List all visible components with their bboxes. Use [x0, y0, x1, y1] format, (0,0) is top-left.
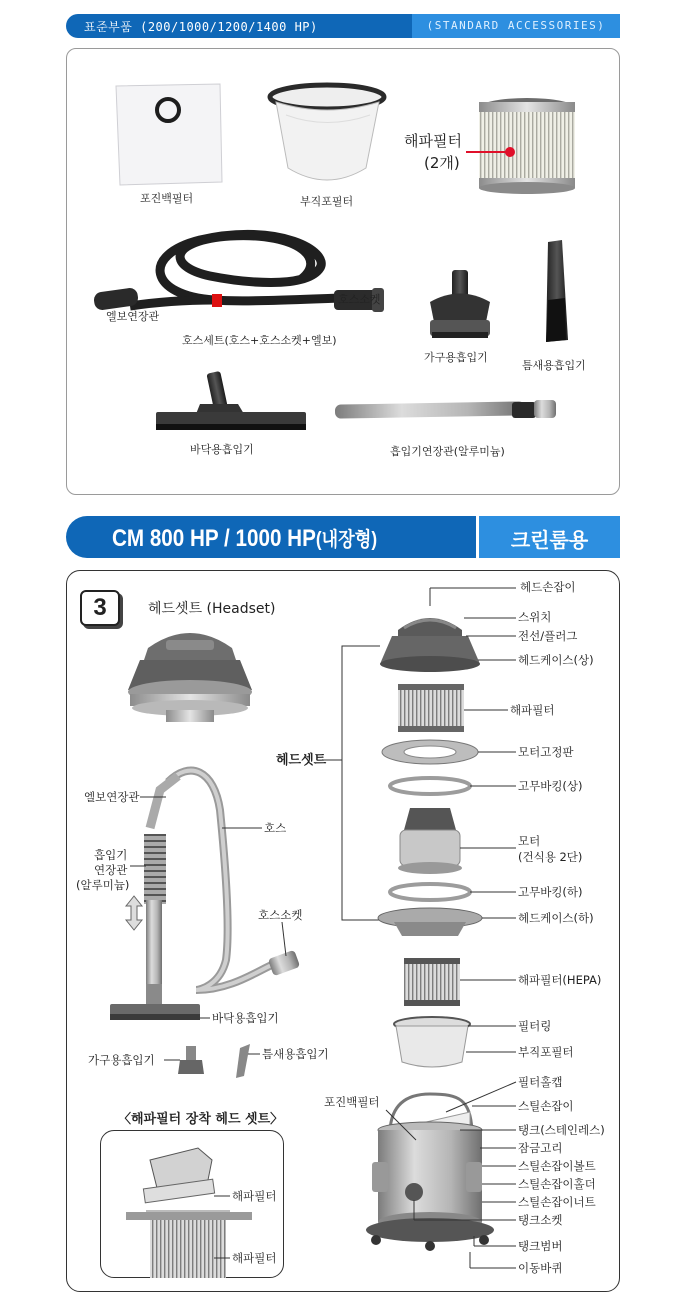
motor-image — [398, 808, 462, 874]
label-switch: 스위치 — [518, 610, 552, 624]
label-head-case-bottom: 헤드케이스(하) — [518, 911, 594, 925]
label-furniture-nozzle: 가구용흡입기 — [424, 351, 488, 364]
label-handle-bolt: 스틸손잡이볼트 — [518, 1159, 596, 1173]
hepa-filter-small-image — [398, 684, 464, 732]
headset-title: 헤드셋트 (Headset) — [148, 601, 276, 617]
motor-fix-plate-image — [382, 740, 478, 764]
label-hepa-filter-hepa: 해파필터(HEPA) — [518, 973, 602, 987]
furniture-nozzle-diagram-image — [178, 1046, 204, 1074]
label-hepa-filter-diagram: 해파필터 — [510, 703, 555, 717]
cleanroom-tag: 크린룸용 — [476, 516, 620, 558]
label-handle-holder: 스틸손잡이홀더 — [518, 1177, 596, 1191]
label-caster: 이동바퀴 — [518, 1261, 563, 1275]
label-extension-tube: 흡입기연장관(알루미늄) — [390, 445, 505, 458]
label-filter-hole-cap: 필터홀캡 — [518, 1075, 563, 1089]
label-hose: 호스 — [264, 821, 287, 835]
label-motor: 모터 — [518, 834, 541, 848]
up-down-arrow-icon — [126, 896, 142, 930]
label-furniture-nozzle-diagram: 가구용흡입기 — [88, 1053, 155, 1067]
label-rubber-packing-bottom: 고무바킹(하) — [518, 885, 583, 899]
rubber-packing-bottom-image — [390, 884, 470, 900]
model-title-sub: (내장형) — [315, 529, 378, 551]
label-filter-ring: 필터링 — [518, 1019, 552, 1033]
floor-nozzle-diagram-image — [110, 984, 200, 1020]
label-hose-socket: 호스소켓 — [338, 293, 381, 306]
label-crevice-nozzle: 틈새용흡입기 — [522, 359, 586, 372]
tank-image — [366, 1094, 494, 1251]
label-inset-hepa-bottom: 해파필터 — [232, 1251, 277, 1265]
label-steel-handle: 스틸손잡이 — [518, 1099, 574, 1113]
banner-title-right: (STANDARD ACCESSORIES) — [412, 14, 620, 38]
label-headset-group: 헤드셋트 — [276, 753, 327, 768]
label-head-case-top: 헤드케이스(상) — [518, 653, 594, 667]
headset-group-bracket — [324, 646, 380, 920]
label-floor-nozzle: 바닥용흡입기 — [190, 443, 254, 456]
label-pojin-filter-diagram: 포진백필터 — [324, 1095, 380, 1109]
label-crevice-nozzle-diagram: 틈새용흡입기 — [262, 1047, 329, 1061]
inset-title: 〈해파필터 장착 헤드 셋트〉 — [118, 1112, 284, 1127]
head-case-bottom-image — [378, 908, 482, 936]
label-motor-fix-plate: 모터고정판 — [518, 745, 574, 759]
label-floor-nozzle-diagram: 바닥용흡입기 — [212, 1011, 279, 1025]
label-hose-socket-diagram: 호스소켓 — [258, 908, 303, 922]
label-hepa-filter: 해파필터 — [404, 132, 462, 150]
hepa-filter-large-image — [404, 958, 460, 1006]
section-number-badge: 3 — [80, 590, 120, 626]
label-pojin-filter: 포진백필터 — [140, 192, 194, 205]
label-motor-type: (건식용 2단) — [518, 850, 583, 864]
label-head-handle: 헤드손잡이 — [520, 580, 576, 594]
crevice-nozzle-diagram-image — [236, 1044, 250, 1078]
nonwoven-filter-diagram-image — [394, 1017, 470, 1067]
label-elbow-extension: 엘보연장관 — [84, 790, 140, 804]
label-lock-clip: 잠금고리 — [518, 1141, 563, 1155]
label-tube-line3: (알루미늄) — [76, 878, 130, 892]
label-elbow: 엘보연장관 — [106, 310, 160, 323]
label-handle-nut: 스틸손잡이너트 — [518, 1195, 596, 1209]
label-tube-line2: 연장관 — [94, 863, 128, 877]
label-nonwoven-filter: 부직포필터 — [300, 195, 354, 208]
label-tank-socket: 탱크소켓 — [518, 1213, 563, 1227]
hose-assembly-image — [144, 771, 303, 990]
label-tank: 탱크(스테인레스) — [518, 1123, 605, 1137]
label-hepa-filter-count: (2개) — [424, 154, 460, 172]
headset-image — [128, 633, 252, 722]
model-title-main: CM 800 HP / 1000 HP — [112, 525, 316, 552]
label-inset-hepa-top: 해파필터 — [232, 1189, 277, 1203]
banner-title-left: 표준부품 (200/1000/1200/1400 HP) — [84, 20, 318, 34]
label-cable-plug: 전선/플러그 — [518, 629, 578, 643]
label-tube-line1: 흡입기 — [94, 848, 128, 862]
label-nonwoven-filter-diagram: 부직포필터 — [518, 1045, 574, 1059]
label-rubber-packing-top: 고무바킹(상) — [518, 779, 583, 793]
label-tank-bumper: 탱크범버 — [518, 1239, 563, 1253]
head-case-top-image — [380, 618, 480, 672]
rubber-packing-top-image — [390, 778, 470, 794]
label-hose-set: 호스세트(호스+호스소켓+엘보) — [182, 334, 337, 347]
